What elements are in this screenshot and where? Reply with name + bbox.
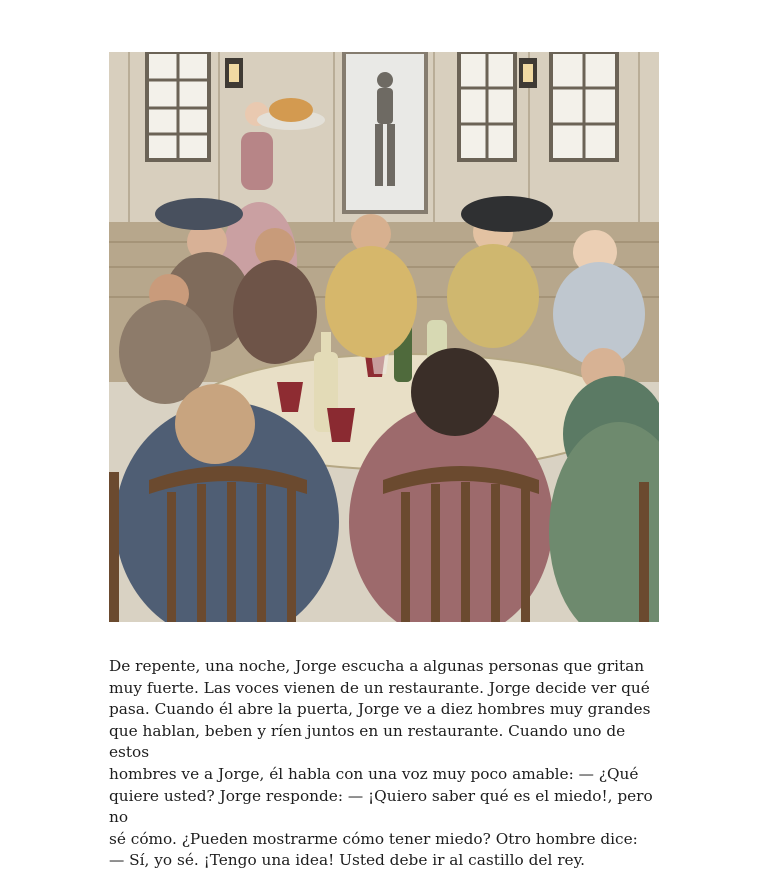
feast-scene-svg xyxy=(109,52,659,622)
feast-illustration xyxy=(109,52,659,622)
lantern-right xyxy=(519,58,537,88)
window-right-2 xyxy=(551,52,617,160)
lantern-left xyxy=(225,58,243,88)
story-paragraph: De repente, una noche, Jorge escucha a algunas personas que gritan muy fuerte. Las voces vienen de un restaurante. Jorge decide ver qué pasa. Cuando él abre la puerta, Jorge ve a diez hombres muy grandes que hablan, beben y ríen juntos en un restaurante. Cuando uno de estos hombres ve a Jorge, él habla con una voz muy poco amable: — ¿Qué quiere usted? Jorge responde: — ¡Quiero saber qué es el miedo!, pero no sé cómo. ¿Pueden mostrarme cómo tener miedo? Otro hombre dice: — Sí, yo sé. ¡Tengo una idea! Usted debe ir al castillo del rey. xyxy=(109,657,653,870)
window-left xyxy=(147,52,209,160)
window-right-1 xyxy=(459,52,515,160)
